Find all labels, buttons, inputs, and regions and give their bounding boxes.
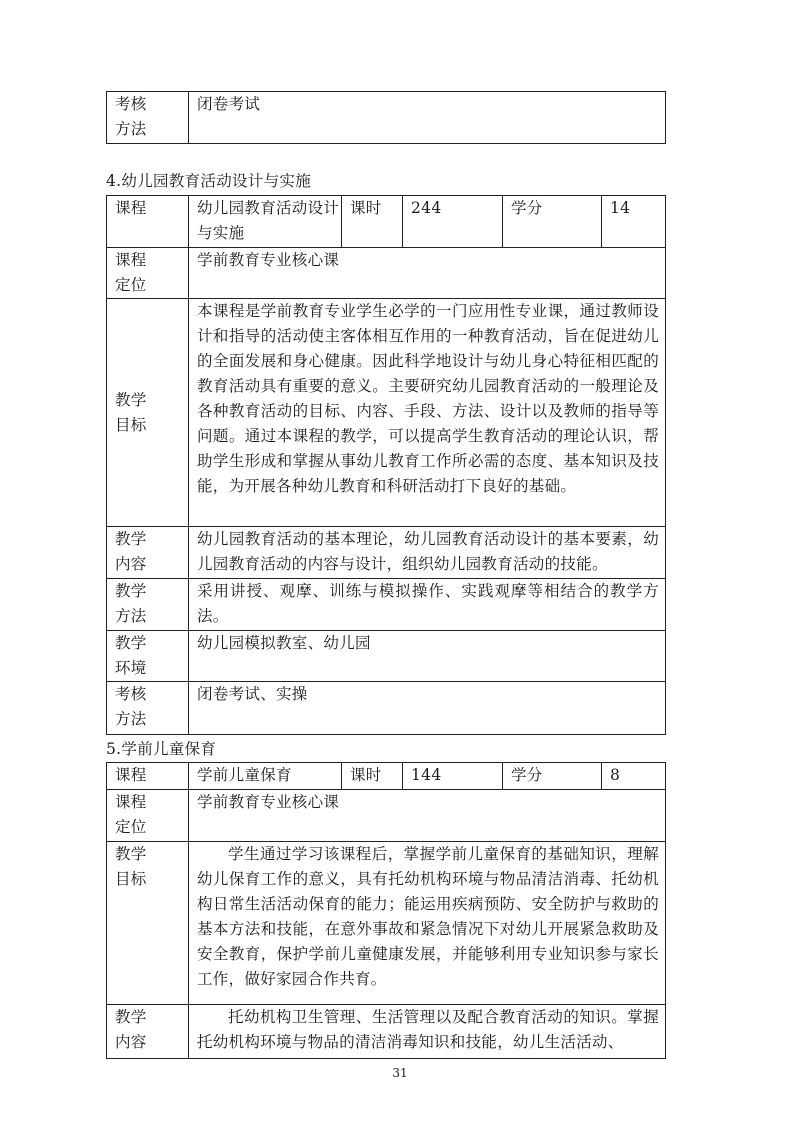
row-value: 闭卷考试	[189, 92, 666, 144]
credits-label: 学分	[503, 196, 602, 248]
label-line: 内容	[115, 1033, 147, 1051]
label-line: 方法	[115, 120, 147, 138]
hours-label: 课时	[342, 196, 403, 248]
label-line: 课程	[115, 793, 147, 811]
label-line: 方法	[115, 607, 147, 625]
row-value: 幼儿园教育活动的基本理论，幼儿园教育活动设计的基本要素，幼儿园教育活动的内容与设计，组织幼儿园教育活动的技能。	[189, 527, 666, 579]
label-line: 教学	[115, 530, 147, 548]
section-heading-4: 4.幼儿园教育活动设计与实施	[106, 172, 311, 190]
label-line: 目标	[115, 870, 147, 888]
table-row	[107, 248, 666, 299]
label-line: 课程	[115, 251, 147, 269]
row-value: 采用讲授、观摩、训练与模拟操作、实践观摩等相结合的教学方法。	[189, 579, 666, 631]
label-line: 环境	[115, 659, 147, 677]
row-label	[107, 92, 189, 144]
section-heading-5: 5.学前儿童保育	[106, 740, 217, 758]
table-row	[107, 842, 666, 1005]
table-row	[107, 92, 666, 144]
row-label	[107, 248, 189, 299]
label-line: 教学	[115, 582, 147, 600]
course-label: 课程	[107, 196, 189, 248]
row-value: 学前教育专业核心课	[189, 790, 666, 842]
assessment-table-prev	[106, 91, 666, 144]
table-row	[107, 631, 666, 682]
hours-value: 244	[403, 196, 503, 248]
row-label	[107, 631, 189, 682]
table-row	[107, 682, 666, 735]
course-name: 学前儿童保育	[189, 763, 342, 790]
label-line: 教学	[115, 634, 147, 652]
table-row	[107, 299, 666, 527]
row-value: 幼儿园模拟教室、幼儿园	[189, 631, 666, 682]
label-line: 教学	[115, 390, 147, 409]
row-label	[107, 790, 189, 842]
row-label	[107, 299, 189, 527]
row-label	[107, 842, 189, 1005]
label-line: 目标	[115, 415, 147, 434]
course-label: 课程	[107, 763, 189, 790]
label-line: 教学	[115, 845, 147, 863]
credits-label: 学分	[503, 763, 602, 790]
page-number: 31	[392, 1066, 408, 1080]
hours-value: 144	[403, 763, 503, 790]
label-line: 教学	[115, 1008, 147, 1026]
row-label	[107, 579, 189, 631]
row-value: 学前教育专业核心课	[189, 248, 666, 299]
label-line: 定位	[115, 818, 147, 836]
credits-value: 14	[602, 196, 666, 248]
row-value: 学生通过学习该课程后，掌握学前儿童保育的基础知识，理解幼儿保育工作的意义，具有托幼机构环境与物品清洁消毒、托幼机构日常生活活动保育的能力；能运用疾病预防、安全防护与救助的基本方法和技能，在意外事故和紧急情况下对幼儿开展紧急救助及安全教育，保护学前儿童健康发展，并能够利用专业知识参与家长工作，做好家园合作共育。	[189, 842, 666, 1005]
label-line: 方法	[115, 710, 147, 728]
course-table-4	[106, 195, 666, 735]
row-value: 闭卷考试、实操	[189, 682, 666, 735]
row-label	[107, 1005, 189, 1059]
table-row	[107, 579, 666, 631]
label-line: 内容	[115, 555, 147, 573]
table-row	[107, 1005, 666, 1059]
row-value: 托幼机构卫生管理、生活管理以及配合教育活动的知识。掌握托幼机构环境与物品的清洁消毒知识和技能，幼儿生活活动、	[189, 1005, 666, 1059]
hours-label: 课时	[342, 763, 403, 790]
course-header-row	[107, 763, 666, 790]
row-label	[107, 527, 189, 579]
course-table-5	[106, 762, 666, 1059]
table-row	[107, 790, 666, 842]
row-value: 本课程是学前教育专业学生必学的一门应用性专业课，通过教师设计和指导的活动使主客体相互作用的一种教育活动，旨在促进幼儿的全面发展和身心健康。因此科学地设计与幼儿身心特征相匹配的教育活动具有重要的意义。主要研究幼儿园教育活动的一般理论及各种教育活动的目标、内容、手段、方法、设计以及教师的指导等问题。通过本课程的教学，可以提高学生教育活动的理论认识，帮助学生形成和掌握从事幼儿教育工作所必需的态度、基本知识及技能，为开展各种幼儿教育和科研活动打下良好的基础。	[189, 299, 666, 527]
label-line: 考核	[115, 95, 147, 113]
course-header-row	[107, 196, 666, 248]
course-name: 幼儿园教育活动设计与实施	[189, 196, 342, 248]
row-label	[107, 682, 189, 735]
label-line: 定位	[115, 276, 147, 294]
table-row	[107, 527, 666, 579]
label-line: 考核	[115, 685, 147, 703]
credits-value: 8	[602, 763, 666, 790]
